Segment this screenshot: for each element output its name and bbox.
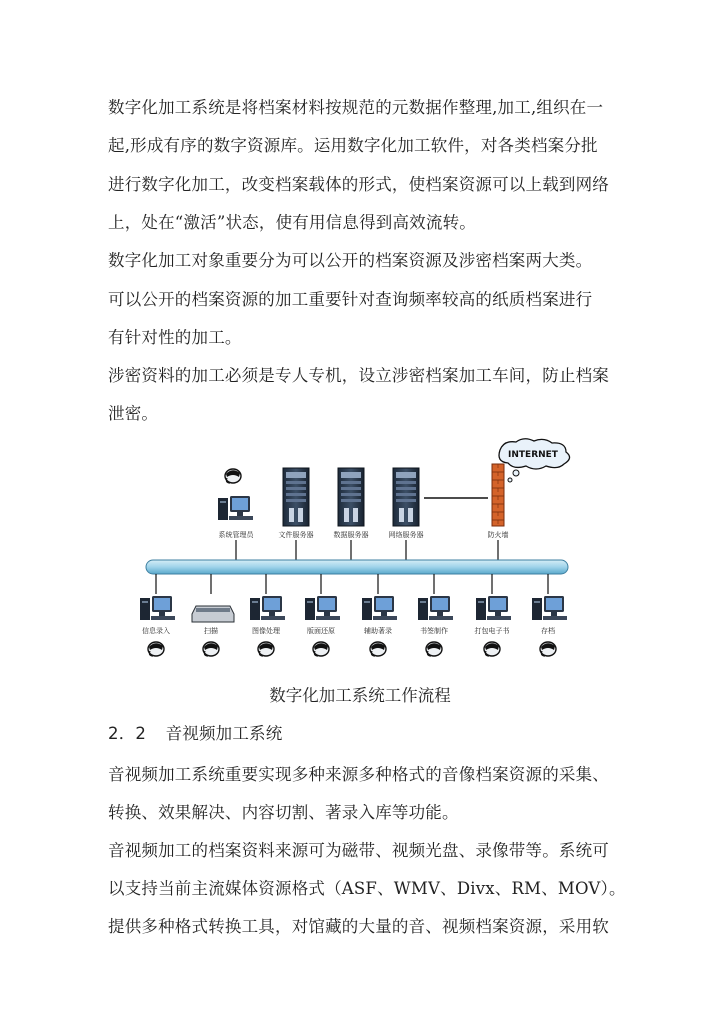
figure-caption: 数字化加工系统工作流程 (269, 686, 451, 705)
top-label-admin: 系统管理员 (218, 531, 254, 539)
cataloging-computer-icon (362, 596, 397, 620)
internet-label: INTERNET (508, 450, 558, 460)
archive-operator-icon (540, 642, 556, 656)
cataloging-operator-icon (370, 642, 386, 656)
bookmark-operator-icon (426, 642, 442, 656)
database-server-icon (338, 468, 364, 526)
section-number: 2．2 (108, 724, 147, 743)
bookmark-computer-icon (418, 596, 453, 620)
paragraph-6-line-1: 音视频加工的档案资料来源可为磁带、视频光盘、录像带等。系统可 (108, 841, 609, 860)
section-title: 音视频加工系统 (165, 724, 283, 743)
bottom-label-layout-restore: 版面还原 (307, 627, 335, 635)
top-connectors (236, 540, 498, 560)
paragraph-1-line-1: 数字化加工系统是将档案材料按规范的元数据作整理,加工,组织在一 (108, 98, 604, 117)
paragraph-5-line-2: 转换、效果解决、内容切割、著录入库等功能。 (108, 803, 459, 822)
bottom-label-cataloging: 辅助著录 (364, 627, 392, 635)
image-operator-icon (258, 642, 274, 656)
bottom-label-archive: 存档 (541, 627, 555, 635)
bottom-label-image-processing: 图像处理 (252, 627, 280, 635)
image-processing-computer-icon (250, 596, 285, 620)
network-server-icon (393, 468, 419, 526)
ebook-operator-icon (484, 642, 500, 656)
top-label-network-server: 网络服务器 (388, 531, 424, 539)
bottom-label-input: 信息录入 (142, 627, 170, 635)
paragraph-6-line-3: 提供多种格式转换工具，对馆藏的大量的音、视频档案资源，采用软 (108, 917, 609, 936)
input-computer-icon (140, 596, 175, 620)
network-bus (146, 560, 568, 574)
admin-computer-icon (218, 496, 253, 520)
paragraph-1-line-2: 起,形成有序的数字资源库。运用数字化加工软件，对各类档案分批 (108, 136, 598, 155)
section-heading (108, 720, 282, 744)
ebook-packaging-computer-icon (476, 596, 511, 620)
bottom-label-bookmark: 书签制作 (420, 627, 448, 635)
admin-person-icon (225, 469, 241, 483)
firewall-icon (492, 464, 504, 526)
top-label-firewall: 防火墙 (487, 531, 509, 539)
archive-computer-icon (532, 596, 567, 620)
workflow-diagram (138, 436, 580, 668)
layout-operator-icon (313, 642, 329, 656)
paragraph-3-line-2: 有针对性的加工。 (108, 328, 242, 347)
paragraph-4-line-1: 涉密资料的加工必须是专人专机，设立涉密档案加工车间，防止档案 (108, 366, 609, 385)
paragraph-1-line-3: 进行数字化加工，改变档案载体的形式，使档案资源可以上载到网络 (108, 175, 609, 194)
scanner-icon (192, 606, 234, 622)
paragraph-5-line-1: 音视频加工系统重要实现多种来源多种格式的音像档案资源的采集、 (108, 765, 609, 784)
paragraph-4-line-2: 泄密。 (108, 404, 159, 423)
scan-operator-icon (203, 642, 219, 656)
paragraph-6-line-2: 以支持当前主流媒体资源格式（ASF、WMV、Divx、RM、MOV）。 (108, 879, 626, 898)
paragraph-3-line-1: 可以公开的档案资源的加工重要针对查询频率较高的纸质档案进行 (108, 290, 593, 309)
paragraph-1-line-4: 上，处在“激活”状态，使有用信息得到高效流转。 (108, 213, 476, 232)
top-label-database-server: 数据服务器 (333, 531, 369, 539)
paragraph-2-line-1: 数字化加工对象重要分为可以公开的档案资源及涉密档案两大类。 (108, 251, 593, 270)
layout-restore-computer-icon (305, 596, 340, 620)
internet-cloud (499, 439, 570, 482)
bottom-label-ebook: 打包电子书 (474, 627, 510, 635)
file-server-icon (283, 468, 309, 526)
bottom-label-scan: 扫描 (204, 627, 218, 635)
input-operator-icon (148, 642, 164, 656)
bottom-connectors (156, 574, 548, 594)
top-label-file-server: 文件服务器 (278, 531, 314, 539)
